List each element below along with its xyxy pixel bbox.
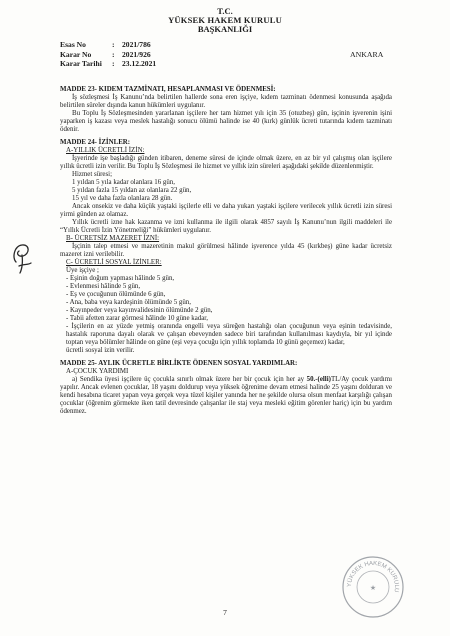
paragraph-text: TL/Ay çocuk yardımı yapılır. Ancak evlenen çocuklar, 18 yaşını doldurup veya yüksek öğrenime devam etmesi halinde 25 yaşını dolduran ve kendi hesabına ticaret yapan veya gerçek veya tüzel kişiler yanında her ne şekilde olursa olsun menfaat karşılığı çalışan çocuklar (öğrenim görmekte iken tatil devresinde çalışanlar ile staj veya mesleki eğitim görenler hariç) için bu yardım ödenmez. <box>60 376 393 415</box>
esas-value: 2021/786 <box>122 40 151 49</box>
header-institution: YÜKSEK HAKEM KURULU <box>168 15 282 25</box>
list-item: 5 yıldan fazla 15 yıldan az olanlara 22 gün, <box>72 187 192 194</box>
amount-text: 50.-(elli) <box>306 376 331 383</box>
handwritten-signature <box>10 240 36 276</box>
header-tc: T.C. <box>217 6 233 16</box>
list-heading: Üye işçiye ; <box>66 267 99 274</box>
paragraph: İş sözleşmesi İş Kanunu’nda belirtilen hallerde sona eren işçiye, kıdem tazminatı ödenmesi konusunda aşağıda belirtilen süreler dışında kanun hükümleri uygulanır. <box>60 94 392 109</box>
paragraph: İşçinin talep etmesi ve mazeretinin makul görülmesi hâlinde işverence yılda 45 (kırkbeş) güne kadar ücretsiz mazeret izni verilebilir. <box>60 243 392 258</box>
madde-24-title: MADDE 24- İZİNLER: <box>60 139 131 146</box>
list-item: - Eşinin doğum yapması hâlinde 5 gün, <box>66 275 175 282</box>
karar-value: 2021/926 <box>122 49 151 59</box>
list-item: - Tabii afetten zarar görmesi hâlinde 10 güne kadar, <box>66 315 209 322</box>
separator: : <box>112 59 115 69</box>
separator: : <box>112 49 115 59</box>
list-heading: Hizmet süresi; <box>72 171 112 178</box>
tarih-label: Karar Tarihi <box>60 59 102 69</box>
subsection-heading: A-ÇOCUK YARDIMI <box>66 368 129 375</box>
header-department: BAŞKANLIĞI <box>197 24 253 34</box>
paragraph: ücretli sosyal izin verilir. <box>66 347 135 354</box>
esas-label: Esas No <box>60 40 86 49</box>
svg-text:★: ★ <box>369 585 377 592</box>
paragraph: Ancak onsekiz ve daha küçük yaştaki işçilerle elli ve daha yukarı yaştaki işçilere verilecek yıllık ücretli izin süresi yirmi günden az olamaz. <box>60 203 392 218</box>
subsection-heading: C- ÜCRETLİ SOSYAL İZİNLER: <box>66 259 162 266</box>
city-label: ANKARA <box>350 50 384 59</box>
karar-label: Karar No <box>60 49 92 59</box>
subsection-heading: B- ÜCRETSİZ MAZERET İZNİ: <box>66 235 160 242</box>
document-body <box>60 86 392 416</box>
svg-text:YÜKSEK HAKEM KURULU: YÜKSEK HAKEM KURULU <box>346 560 400 593</box>
case-meta <box>60 40 156 69</box>
list-item: 15 yıl ve daha fazla olanlara 28 gün. <box>72 195 173 202</box>
separator: : <box>112 40 115 49</box>
paragraph-text: a) Sendika üyesi işçilere üç çocukla sınırlı olmak üzere her bir çocuk için her ay <box>72 376 307 383</box>
madde-25-title: MADDE 25- AYLIK ÜCRETLE BİRLİKTE ÖDENEN SOSYAL YARDIMLAR: <box>60 360 298 367</box>
list-item: - Kayınpeder veya kayınvalidesinin ölümünde 2 gün, <box>66 307 213 314</box>
paragraph: İşyerinde işe başladığı günden itibaren, deneme süresi de içinde olmak üzere, en az bir yıl çalışmış olan işçilere yıllık ücretli izin verilir. Bu Toplu İş Sözleşmesi ile hizmet ve yıllık izin süreleri aşağıdaki şekilde düzenlenmiştir. <box>60 155 392 170</box>
list-item: - Evlenmesi hâlinde 5 gün, <box>66 283 141 290</box>
list-item: - Ana, baba veya kardeşinin ölümünde 5 gün, <box>66 299 191 306</box>
list-item: 1 yıldan 5 yıla kadar olanlara 16 gün, <box>72 179 175 186</box>
madde-23-title: MADDE 23- KIDEM TAZMİNATI, HESAPLANMASI VE ÖDENMESİ: <box>60 86 276 93</box>
tarih-value: 23.12.2021 <box>122 59 157 69</box>
paragraph: Bu Toplu İş Sözleşmesinden yararlanan işçilere her tam hizmet yılı için 35 (otuzbeş) gün, işçinin işverenin işini yaparken iş kazası veya meslek hastalığı sonucu ölümü halinde ise 40 (kırk) günlük ücreti tutarında kıdem tazminatı ödenir. <box>60 110 392 133</box>
subsection-heading: A-YILLIK ÜCRETLİ İZİN: <box>66 147 145 154</box>
list-item: - Eş ve çocuğunun ölümünde 6 gün, <box>66 291 166 298</box>
paragraph <box>60 376 392 416</box>
paragraph: Yıllık ücretli izne hak kazanma ve izni kullanma ile ilgili olarak 4857 sayılı İş Kanunu’nun ilgili maddeleri ile “Yıllık Ücretli İzin Yönetmeliği” hükümleri uygulanır. <box>60 219 392 234</box>
list-item: - İşçilerin en az yüzde yetmiş oranında engelli veya süreğen hastalığı olan çocuğunun veya eşinin tedavisinde, hastalık raporuna dayalı olarak ve çalışan ebeveynden sadece biri tarafından kullanılması kaydıyla, bir yıl içinde toptan veya bölümler hâlinde on güne (eşi veya çocuğu için yıllık toplamda 10 günü geçemez) kadar, <box>66 323 392 346</box>
page-number: 7 <box>223 608 227 617</box>
